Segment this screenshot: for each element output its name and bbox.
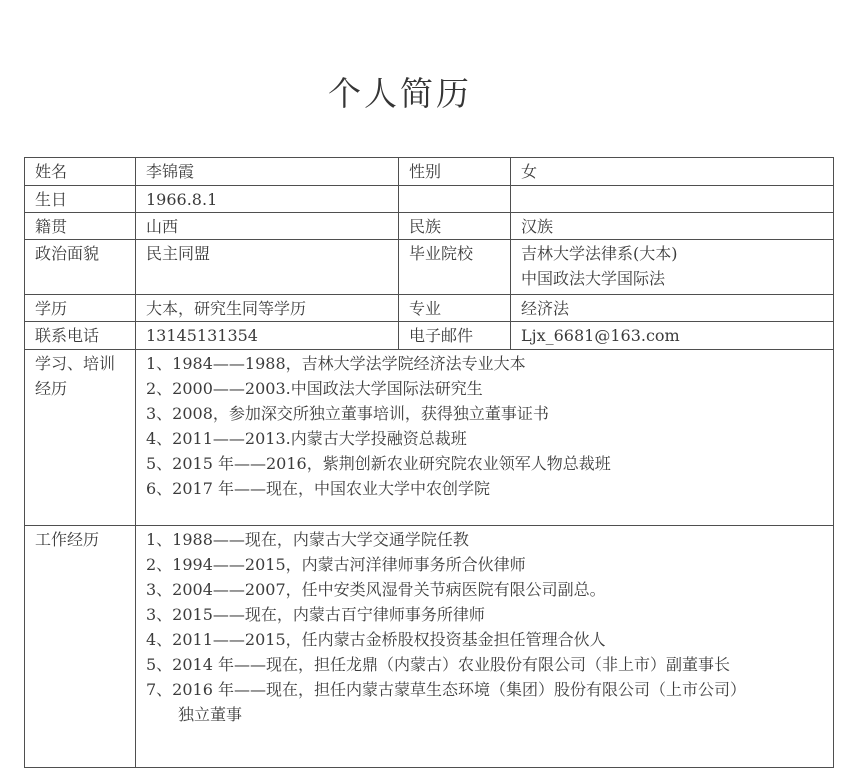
- text-line: 吉林大学法律系(大本): [521, 244, 678, 263]
- education-label: 学历: [25, 295, 136, 322]
- ethnicity-label: 民族: [399, 213, 511, 240]
- text-line: 经历: [35, 379, 68, 398]
- phone-label: 联系电话: [25, 322, 136, 350]
- table-row-study-history: [25, 350, 834, 526]
- political-status-value: 民主同盟: [136, 240, 399, 295]
- table-row-education-major: [25, 295, 834, 322]
- name-value: 李锦霞: [136, 158, 399, 186]
- political-status-label: 政治面貌: [25, 240, 136, 295]
- text-line: 2、2000——2003.中国政法大学国际法研究生: [146, 379, 483, 398]
- text-line: 1、1988——现在，内蒙古大学交通学院任教: [146, 530, 469, 549]
- text-line: 3、2015——现在，内蒙古百宁律师事务所律师: [146, 605, 485, 624]
- text-line: 3、2008，参加深交所独立董事培训，获得独立董事证书: [146, 404, 549, 423]
- study-history-label: [25, 350, 136, 526]
- empty-cell: [399, 186, 511, 213]
- text-line: 4、2011——2013.内蒙古大学投融资总裁班: [146, 429, 467, 448]
- study-history-value: [136, 350, 834, 526]
- gender-label: 性别: [399, 158, 511, 186]
- graduate-school-value: [511, 240, 834, 295]
- table-row-phone-email: [25, 322, 834, 350]
- work-history-value: [136, 526, 834, 768]
- work-history-label: 工作经历: [25, 526, 136, 768]
- page-title: 个人简历: [328, 74, 472, 113]
- text-line: 6、2017 年——现在，中国农业大学中农创学院: [146, 479, 490, 498]
- ethnicity-value: 汉族: [511, 213, 834, 240]
- text-line: 5、2014 年——现在，担任龙鼎（内蒙古）农业股份有限公司（非上市）副董事长: [146, 655, 730, 674]
- gender-value: 女: [511, 158, 834, 186]
- text-line: 7、2016 年——现在，担任内蒙古蒙草生态环境（集团）股份有限公司（上市公司）: [146, 680, 746, 699]
- email-value: Ljx_6681@163.com: [511, 322, 834, 350]
- major-label: 专业: [399, 295, 511, 322]
- native-place-label: 籍贯: [25, 213, 136, 240]
- resume-table: [24, 157, 834, 768]
- email-label: 电子邮件: [399, 322, 511, 350]
- education-value: 大本，研究生同等学历: [136, 295, 399, 322]
- table-row-name-gender: [25, 158, 834, 186]
- phone-value: 13145131354: [136, 322, 399, 350]
- text-line: 4、2011——2015，任内蒙古金桥股权投资基金担任管理合伙人: [146, 630, 606, 649]
- table-row-birthday: [25, 186, 834, 213]
- table-row-work-history: [25, 526, 834, 768]
- text-line: 3、2004——2007，任中安类风湿骨关节病医院有限公司副总。: [146, 580, 606, 599]
- birthday-value: 1966.8.1: [136, 186, 399, 213]
- graduate-school-label: 毕业院校: [399, 240, 511, 295]
- native-place-value: 山西: [136, 213, 399, 240]
- table-row-politics-school: [25, 240, 834, 295]
- text-line: 中国政法大学国际法: [521, 269, 666, 288]
- table-row-nativeplace-ethnicity: [25, 213, 834, 240]
- text-line: 独立董事: [146, 705, 243, 724]
- text-line: 2、1994——2015，内蒙古河洋律师事务所合伙律师: [146, 555, 526, 574]
- text-line: 5、2015 年——2016，紫荆创新农业研究院农业领军人物总裁班: [146, 454, 611, 473]
- major-value: 经济法: [511, 295, 834, 322]
- name-label: 姓名: [25, 158, 136, 186]
- empty-cell: [511, 186, 834, 213]
- text-line: 学习、培训: [35, 354, 116, 373]
- text-line: 1、1984——1988，吉林大学法学院经济法专业大本: [146, 354, 526, 373]
- birthday-label: 生日: [25, 186, 136, 213]
